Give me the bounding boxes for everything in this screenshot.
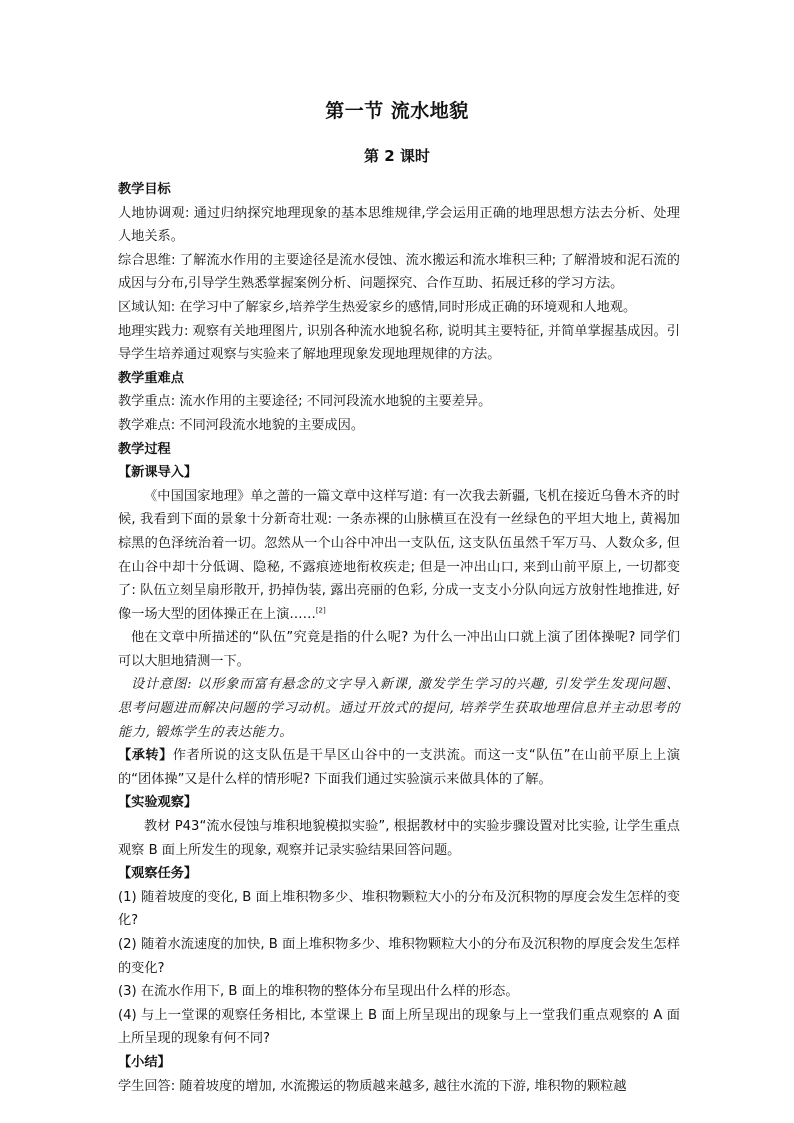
task-heading: 【观察任务】 — [118, 866, 198, 882]
process-heading: 教学过程 — [118, 441, 171, 457]
goal-paragraph: 区域认知: 在学习中了解家乡,培养学生热爱家乡的感情,同时形成正确的环境观和人地观。 — [118, 299, 637, 315]
intro-question: 他在文章中所描述的“队伍”究竟是指的什么呢? 为什么一冲出山口就上演了团体操呢? 同学们可以大胆地猜测一下。 — [118, 630, 680, 669]
task-item: (4) 与上一堂课的观察任务相比, 本堂课上 B 面上所呈现出的现象与上一堂我们重点观察的 A 面上所呈现的现象有何不同? — [118, 1007, 680, 1047]
summary-paragraph: 学生回答: 随着坡度的增加, 水流搬运的物质越来越多, 越往水流的下游, 堆积物的颗粒越 — [118, 1078, 627, 1094]
transition-text: 作者所说的这支队伍是干旱区山谷中的一支洪流。而这一支“队伍”在山前平原上上演的“团体操”又是什么样的情形呢? 下面我们通过实验演示来做具体的了解。 — [118, 748, 681, 787]
experiment-paragraph: 教材 P43“流水侵蚀与堆积地貌模拟实验”, 根据教材中的实验步骤设置对比实验, 让学生重点观察 B 面上所发生的现象, 观察并记录实验结果回答问题。 — [118, 819, 680, 858]
goal-paragraph: 地理实践力: 观察有关地理图片, 识别各种流水地貌名称, 说明其主要特征, 并简单掌握基成因。引导学生培养通过观察与实验来了解地理现象发现地理规律的方法。 — [118, 323, 680, 363]
design-intent: 设计意图: 以形象而富有悬念的文字导入新课, 激发学生学习的兴趣, 引发学生发现问题、思考问题进而解决问题的学习动机。通过开放式的提问, 培养学生获取地理信息并主动思考的能力, 锻炼学生的表达能力。 — [118, 677, 680, 740]
page-title: 第一节 流水地貌 — [325, 100, 469, 122]
difficult-point: 教学难点: 不同河段流水地貌的主要成因。 — [118, 417, 365, 433]
key-point: 教学重点: 流水作用的主要途径; 不同河段流水地貌的主要差异。 — [118, 394, 492, 410]
task-item: (1) 随着坡度的变化, B 面上堆积物多少、堆积物颗粒大小的分布及沉积物的厚度会发生怎样的变化? — [118, 889, 680, 929]
key-heading: 教学重难点 — [118, 370, 184, 386]
experiment-heading: 【实验观察】 — [118, 795, 198, 811]
intro-text: 《中国国家地理》单之蔷的一篇文章中这样写道: 有一次我去新疆, 飞机在接近乌鲁木齐的时候, 我看到下面的景象十分新奇壮观: 一条赤裸的山脉横亘在没有一丝绿色的平坦大地上, 黄褐加棕黑的色泽统治着一切。忽然从一个山谷中冲出一支队伍, 这支队伍虽然千军万马、人数众多, 但在山谷中却十分低调、隐秘, 不露痕迹地衔枚疾走; 但是一冲出山口, 来到山前平原上, 一切都变了: 队伍立刻呈扇形散开, 扔掉伪装, 露出亮丽的色彩, 分成一支支小分队向远方放射性地推进, 好像一场大型的团体操正在上演…… — [118, 488, 680, 622]
intro-paragraph — [118, 485, 680, 627]
intro-heading: 【新课导入】 — [118, 465, 198, 481]
transition-label: 【承转】 — [118, 748, 173, 764]
document-body — [118, 178, 680, 1098]
goal-paragraph: 综合思维: 了解流水作用的主要途径是流水侵蚀、流水搬运和流水堆积三种; 了解滑坡和泥石流的成因与分布,引导学生熟悉掌握案例分析、问题探究、合作互助、拓展迁移的学习方法。 — [118, 252, 680, 292]
footnote-ref: [2] — [315, 606, 326, 615]
transition-paragraph — [118, 744, 680, 791]
task-item: (3) 在流水作用下, B 面上的堆积物的整体分布呈现出什么样的形态。 — [118, 984, 519, 1000]
page-subtitle: 第 2 课时 — [364, 147, 430, 165]
summary-heading: 【小结】 — [118, 1054, 171, 1070]
goal-paragraph: 人地协调观: 通过归纳探究地理现象的基本思维规律,学会运用正确的地理思想方法去分析、处理人地关系。 — [118, 205, 680, 245]
goals-heading: 教学目标 — [118, 182, 171, 197]
task-item: (2) 随着水流速度的加快, B 面上堆积物多少、堆积物颗粒大小的分布及沉积物的厚度会发生怎样的变化? — [118, 937, 680, 976]
